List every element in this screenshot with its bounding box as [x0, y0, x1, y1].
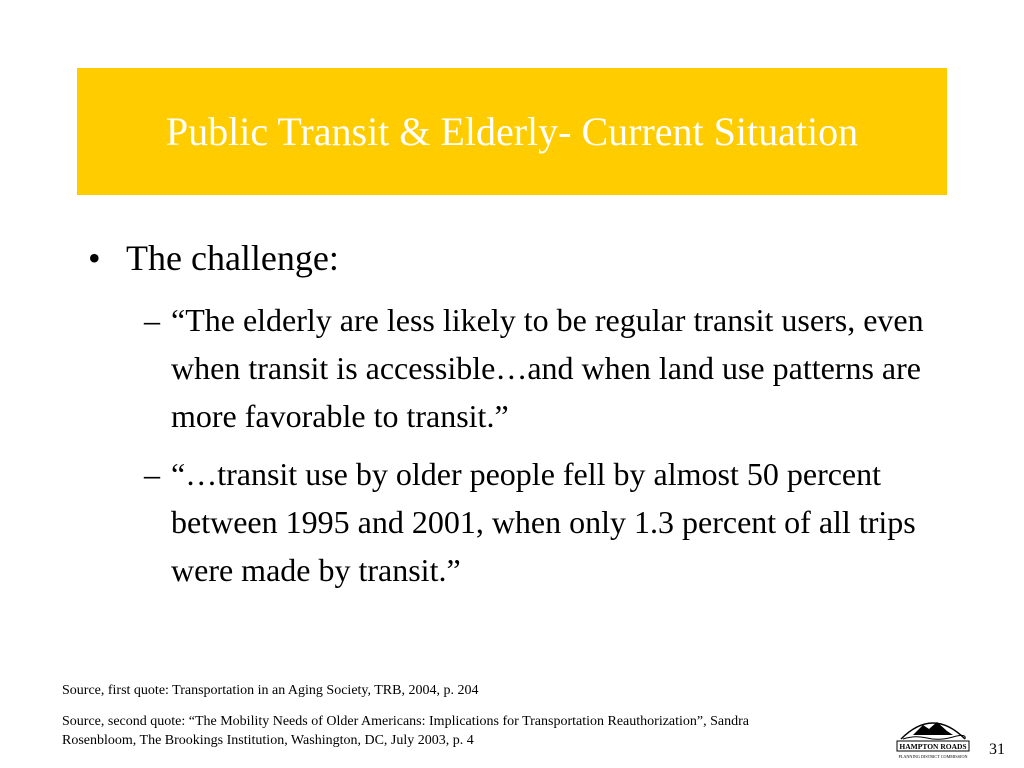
slide-title: Public Transit & Elderly- Current Situation	[165, 108, 859, 154]
dash-marker: –	[144, 456, 160, 492]
title-banner	[77, 68, 947, 195]
bullet-item	[88, 234, 339, 282]
page-number: 31	[989, 741, 1005, 758]
hampton-roads-logo	[893, 713, 973, 761]
source-citation-1: Source, first quote: Transportation in an Aging Society, TRB, 2004, p. 204	[62, 683, 479, 698]
dash-marker: –	[144, 302, 160, 338]
sub-item-quote-1	[144, 296, 974, 440]
hampton-roads-logo-icon	[893, 713, 973, 761]
logo-text-sub: PLANNING DISTRICT COMMISSION	[898, 754, 968, 759]
quote-text: “…transit use by older people fell by almost 50 percent between 1995 and 2001, when only 1.3 percent of all trips were made by transit.”	[171, 456, 916, 588]
source-citation-2: Source, second quote: “The Mobility Needs of Older Americans: Implications for Transportation Reauthorization”, Sandra Rosenbloom, The Brookings Institution, Washington, DC, July 2003, p. 4	[62, 714, 750, 748]
bullet-text: The challenge:	[126, 238, 339, 278]
bullet-marker: •	[88, 238, 101, 278]
quote-text: “The elderly are less likely to be regular transit users, even when transit is accessible…and when land use patterns are more favorable to transit.”	[171, 302, 924, 434]
logo-text-main: HAMPTON ROADS	[899, 742, 967, 751]
sub-item-quote-2	[144, 450, 974, 594]
